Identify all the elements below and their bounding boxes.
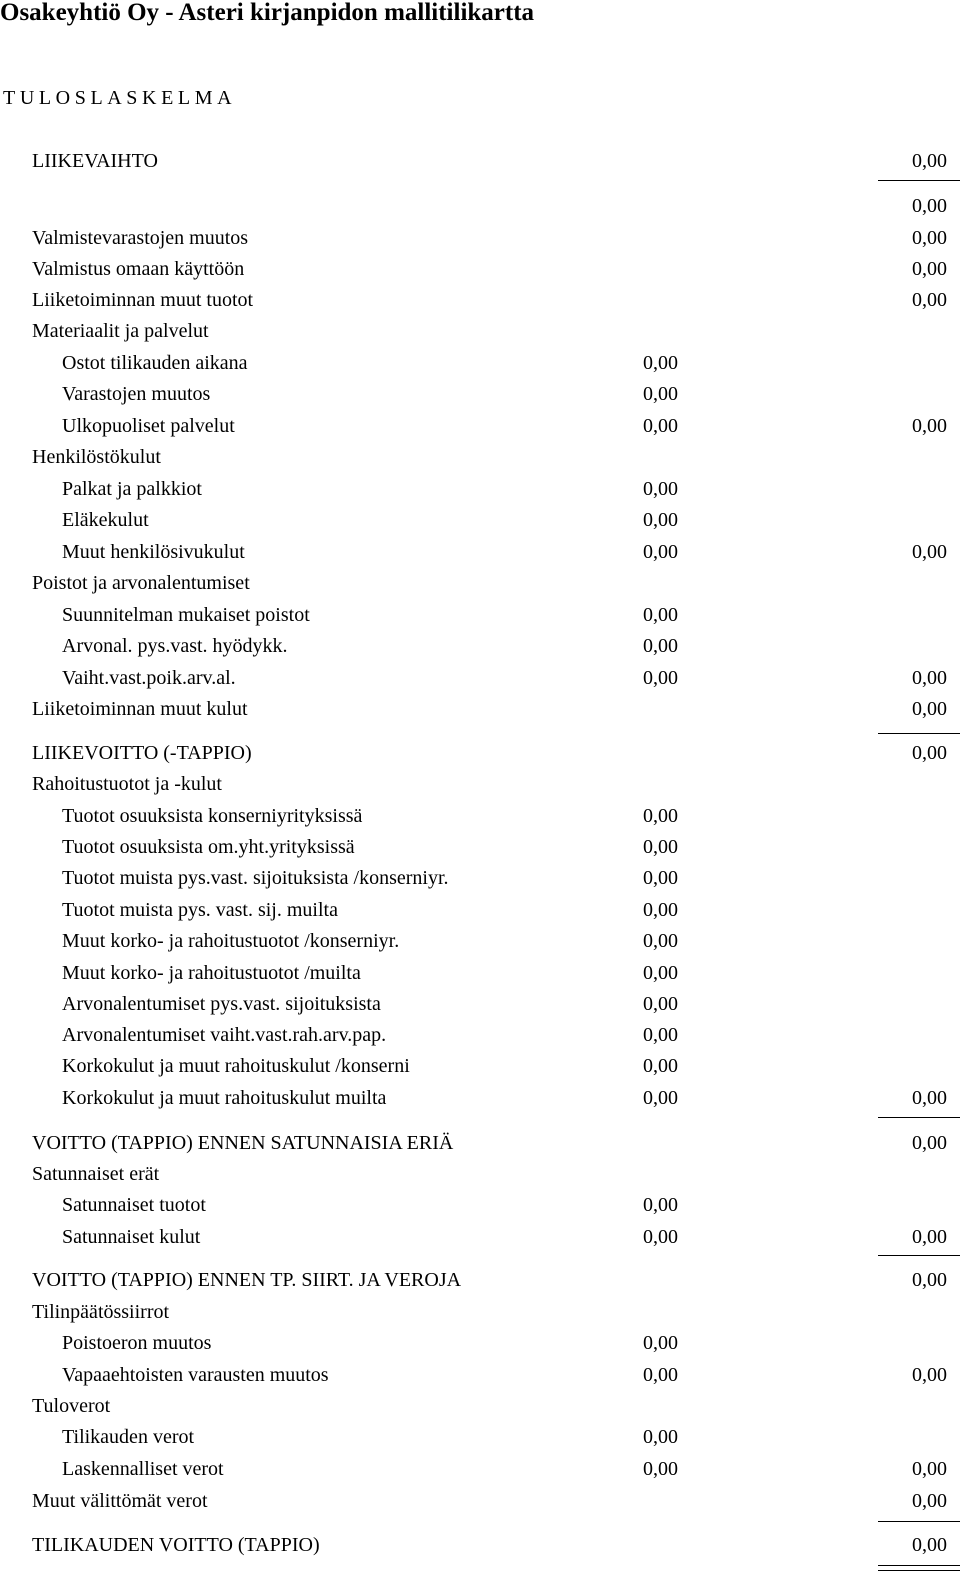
statement-row (0, 570, 960, 600)
row-label: Muut korko- ja rahoitustuotot /muilta (62, 962, 361, 984)
subtotal-value: 0,00 (643, 415, 678, 437)
total-rule-line (878, 1521, 960, 1522)
statement-row (0, 1224, 960, 1254)
row-label: Muut korko- ja rahoitustuotot /konserniyr. (62, 930, 400, 952)
row-label: Arvonalentumiset vaiht.vast.rah.arv.pap. (62, 1024, 387, 1046)
subtotal-value: 0,00 (643, 509, 678, 531)
statement-row (0, 865, 960, 895)
total-value: 0,00 (912, 1364, 947, 1386)
row-label: Eläkekulut (62, 509, 149, 531)
row-label: Tilinpäätössiirrot (32, 1301, 170, 1323)
subtotal-value: 0,00 (643, 962, 678, 984)
statement-row (0, 1192, 960, 1222)
total-value: 0,00 (912, 289, 947, 311)
statement-row (0, 1393, 960, 1423)
row-label: Tuotot osuuksista konserniyrityksissä (62, 805, 363, 827)
subtotal-value: 0,00 (643, 541, 678, 563)
row-label: Satunnaiset erät (32, 1163, 160, 1185)
total-value: 0,00 (912, 195, 947, 217)
row-label: Varastojen muutos (62, 383, 211, 405)
statement-row (0, 665, 960, 695)
statement-row (0, 771, 960, 801)
subtotal-value: 0,00 (643, 1364, 678, 1386)
subtotal-value: 0,00 (643, 1458, 678, 1480)
section-heading: TULOSLASKELMA (3, 87, 237, 109)
subtotal-value: 0,00 (643, 478, 678, 500)
subtotal-value: 0,00 (643, 930, 678, 952)
total-rule-line (878, 1255, 960, 1256)
subtotal-value: 0,00 (643, 1087, 678, 1109)
row-label: Ulkopuoliset palvelut (62, 415, 235, 437)
total-value: 0,00 (912, 742, 947, 764)
row-label: Liiketoiminnan muut kulut (32, 698, 248, 720)
row-label: Muut henkilösivukulut (62, 541, 245, 563)
subtotal-value: 0,00 (643, 1332, 678, 1354)
statement-row (0, 1330, 960, 1360)
total-value: 0,00 (912, 150, 947, 172)
row-label: Liiketoiminnan muut tuotot (32, 289, 254, 311)
statement-row (0, 287, 960, 317)
row-label: Palkat ja palkkiot (62, 478, 202, 500)
statement-row (0, 350, 960, 380)
statement-row (0, 960, 960, 990)
row-label: Rahoitustuotot ja -kulut (32, 773, 222, 795)
row-label: Tuotot muista pys.vast. sijoituksista /konserniyr. (62, 867, 449, 889)
statement-row (0, 193, 960, 223)
statement-row (0, 1299, 960, 1329)
row-label: Tilikauden verot (62, 1426, 195, 1448)
total-value: 0,00 (912, 258, 947, 280)
statement-row (0, 1085, 960, 1115)
statement-row (0, 1053, 960, 1083)
statement-row (0, 1022, 960, 1052)
row-label: Valmistevarastojen muutos (32, 227, 249, 249)
statement-row (0, 225, 960, 255)
subtotal-value: 0,00 (643, 383, 678, 405)
total-rule-line (878, 180, 960, 181)
statement-row (0, 803, 960, 833)
row-label: LIIKEVOITTO (-TAPPIO) (32, 742, 252, 764)
row-label: Korkokulut ja muut rahoituskulut muilta (62, 1087, 387, 1109)
row-label: Tuloverot (32, 1395, 111, 1417)
statement-row (0, 256, 960, 286)
statement-row (0, 1267, 960, 1297)
statement-row (0, 413, 960, 443)
total-rule-line (878, 1570, 960, 1571)
page-title: Osakeyhtiö Oy - Asteri kirjanpidon mallitilikartta (0, 0, 535, 26)
row-label: Vaiht.vast.poik.arv.al. (62, 667, 236, 689)
total-value: 0,00 (912, 1087, 947, 1109)
subtotal-value: 0,00 (643, 1024, 678, 1046)
total-value: 0,00 (912, 667, 947, 689)
row-label: Muut välittömät verot (32, 1490, 208, 1512)
row-label: VOITTO (TAPPIO) ENNEN TP. SIIRT. JA VEROJA (32, 1269, 462, 1291)
row-label: Poistoeron muutos (62, 1332, 212, 1354)
row-label: Ostot tilikauden aikana (62, 352, 248, 374)
subtotal-value: 0,00 (643, 836, 678, 858)
statement-row (0, 507, 960, 537)
subtotal-value: 0,00 (643, 635, 678, 657)
total-rule-line (878, 1565, 960, 1566)
statement-row (0, 381, 960, 411)
statement-row (0, 897, 960, 927)
total-value: 0,00 (912, 698, 947, 720)
statement-row (0, 991, 960, 1021)
statement-row (0, 148, 960, 178)
row-label: Suunnitelman mukaiset poistot (62, 604, 310, 626)
total-value: 0,00 (912, 227, 947, 249)
statement-row (0, 740, 960, 770)
row-label: Vapaaehtoisten varausten muutos (62, 1364, 329, 1386)
row-label: Poistot ja arvonalentumiset (32, 572, 250, 594)
row-label: Korkokulut ja muut rahoituskulut /konserni (62, 1055, 410, 1077)
statement-row (0, 602, 960, 632)
row-label: VOITTO (TAPPIO) ENNEN SATUNNAISIA ERIÄ (32, 1132, 454, 1154)
statement-row (0, 318, 960, 348)
subtotal-value: 0,00 (643, 1426, 678, 1448)
subtotal-value: 0,00 (643, 805, 678, 827)
subtotal-value: 0,00 (643, 352, 678, 374)
subtotal-value: 0,00 (643, 604, 678, 626)
total-value: 0,00 (912, 541, 947, 563)
statement-row (0, 1130, 960, 1160)
subtotal-value: 0,00 (643, 1194, 678, 1216)
total-value: 0,00 (912, 1226, 947, 1248)
statement-row (0, 1456, 960, 1486)
total-value: 0,00 (912, 415, 947, 437)
row-label: Satunnaiset tuotot (62, 1194, 206, 1216)
statement-row (0, 1424, 960, 1454)
row-label: Tuotot osuuksista om.yht.yrityksissä (62, 836, 355, 858)
row-label: TILIKAUDEN VOITTO (TAPPIO) (32, 1534, 320, 1556)
statement-row (0, 1488, 960, 1518)
row-label: Tuotot muista pys. vast. sij. muilta (62, 899, 338, 921)
total-value: 0,00 (912, 1269, 947, 1291)
total-value: 0,00 (912, 1458, 947, 1480)
statement-row (0, 928, 960, 958)
statement-row (0, 444, 960, 474)
row-label: Henkilöstökulut (32, 446, 161, 468)
total-value: 0,00 (912, 1132, 947, 1154)
statement-row (0, 633, 960, 663)
row-label: Laskennalliset verot (62, 1458, 224, 1480)
row-label: Satunnaiset kulut (62, 1226, 201, 1248)
row-label: Arvonal. pys.vast. hyödykk. (62, 635, 288, 657)
statement-row (0, 696, 960, 726)
subtotal-value: 0,00 (643, 899, 678, 921)
row-label: Materiaalit ja palvelut (32, 320, 209, 342)
row-label: LIIKEVAIHTO (32, 150, 158, 172)
statement-row (0, 834, 960, 864)
total-rule-line (878, 1117, 960, 1118)
subtotal-value: 0,00 (643, 1226, 678, 1248)
subtotal-value: 0,00 (643, 1055, 678, 1077)
subtotal-value: 0,00 (643, 867, 678, 889)
total-rule-line (878, 733, 960, 734)
subtotal-value: 0,00 (643, 667, 678, 689)
statement-row (0, 476, 960, 506)
row-label: Arvonalentumiset pys.vast. sijoituksista (62, 993, 381, 1015)
statement-row (0, 539, 960, 569)
total-value: 0,00 (912, 1534, 947, 1556)
total-value: 0,00 (912, 1490, 947, 1512)
subtotal-value: 0,00 (643, 993, 678, 1015)
row-label: Valmistus omaan käyttöön (32, 258, 245, 280)
statement-row (0, 1161, 960, 1191)
statement-row (0, 1362, 960, 1392)
statement-row (0, 1532, 960, 1562)
